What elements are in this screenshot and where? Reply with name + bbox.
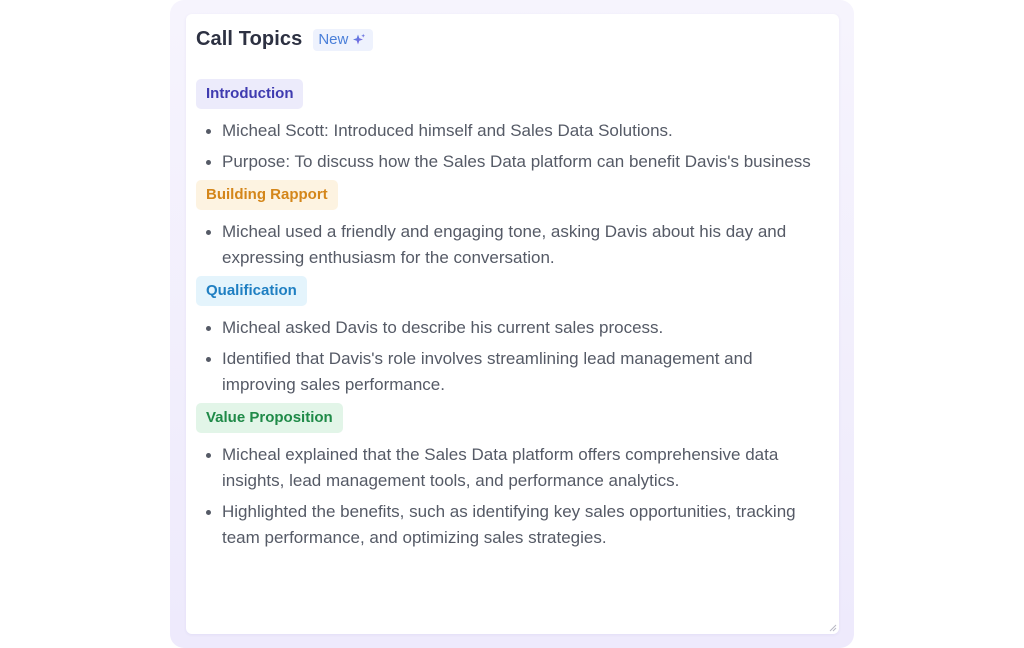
section-tag-value-proposition: Value Proposition (196, 403, 343, 433)
call-topics-card (186, 14, 839, 634)
section-points (196, 315, 821, 398)
section-value-proposition (196, 403, 821, 551)
section-building-rapport (196, 180, 821, 271)
resize-grip-icon[interactable] (829, 624, 837, 632)
list-item: Micheal explained that the Sales Data platform offers comprehensive data insights, lead management tools, and performance analytics. (222, 442, 821, 494)
card-title: Call Topics (196, 28, 303, 50)
sparkle-icon (352, 33, 366, 47)
list-item: Purpose: To discuss how the Sales Data platform can benefit Davis's business (222, 149, 821, 175)
section-introduction (196, 79, 821, 175)
list-item: Micheal used a friendly and engaging tone, asking Davis about his day and expressing enthusiasm for the conversation. (222, 219, 821, 271)
section-qualification (196, 276, 821, 398)
topics-content (196, 79, 821, 556)
section-tag-introduction: Introduction (196, 79, 303, 109)
new-badge (313, 29, 373, 51)
list-item: Micheal Scott: Introduced himself and Sales Data Solutions. (222, 118, 821, 144)
card-header (196, 28, 373, 51)
list-item: Micheal asked Davis to describe his current sales process. (222, 315, 821, 341)
list-item: Identified that Davis's role involves streamlining lead management and improving sales performance. (222, 346, 821, 398)
section-points (196, 219, 821, 271)
section-points (196, 442, 821, 551)
section-tag-qualification: Qualification (196, 276, 307, 306)
list-item: Highlighted the benefits, such as identifying key sales opportunities, tracking team performance, and optimizing sales strategies. (222, 499, 821, 551)
new-badge-label: New (318, 31, 349, 48)
section-tag-building-rapport: Building Rapport (196, 180, 338, 210)
section-points (196, 118, 821, 175)
